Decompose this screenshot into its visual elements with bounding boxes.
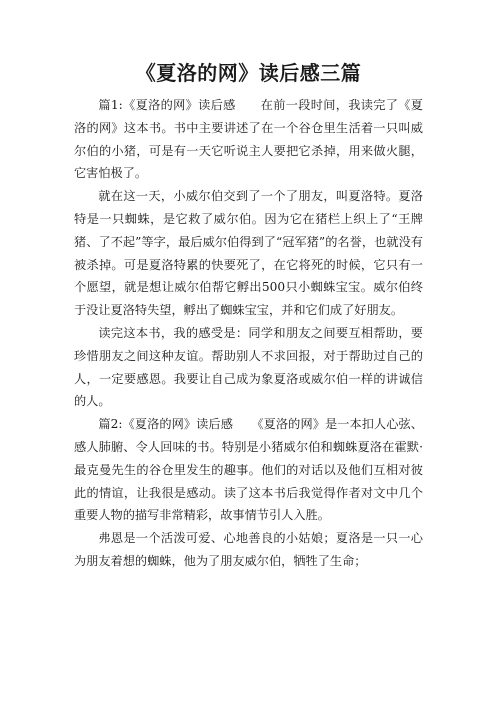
paragraph-3: 读完这本书，我的感受是：同学和朋友之间要互相帮助，要珍惜朋友之间这种友谊。帮助别人不求回报，对于帮助过自己的人，一定要感恩。我要让自己成为象夏洛或威尔伯一样的讲诚信的人。 [74,325,423,409]
paragraph-1: 篇1:《夏洛的网》读后感 在前一段时间，我读完了《夏洛的网》这本书。书中主要讲述了在一个谷仓里生活着一只叫威尔伯的小猪，可是有一天它听说主人要把它杀掉，用来做火腿，它害怕极了。 [74,98,423,181]
document-title: 《夏洛的网》读后感三篇 [135,61,362,85]
paragraph-2: 就在这一天，小威尔伯交到了一个了朋友，叫夏洛特。夏洛特是一只蜘蛛，是它救了威尔伯。因为它在猪栏上织上了“王牌猪、了不起”等字，最后威尔伯得到了“冠军猪”的名誉，也就没有被杀掉。可是夏洛特累的快要死了，在它将死的时候，它只有一个愿望，就是想让威尔伯帮它孵出500只小蜘蛛宝宝。威尔伯终于没让夏洛特失望，孵出了蜘蛛宝宝，并和它们成了好朋友。 [74,189,423,318]
paragraph-4: 篇2:《夏洛的网》读后感 《夏洛的网》是一本扣人心弦、感人肺腑、令人回味的书。特别是小猪威尔伯和蜘蛛夏洛在霍默·最克曼先生的谷仓里发生的趣事。他们的对话以及他们互相对彼此的情谊，让我很是感动。读了这本书后我觉得作者对文中几个重要人物的描写非常精彩，故事情节引人入胜。 [74,417,423,523]
document-body [74,60,423,573]
paragraph-5: 弗恩是一个活泼可爱、心地善良的小姑娘；夏洛是一只一心为朋友着想的蜘蛛，他为了朋友威尔伯，牺牲了生命； [74,531,423,568]
